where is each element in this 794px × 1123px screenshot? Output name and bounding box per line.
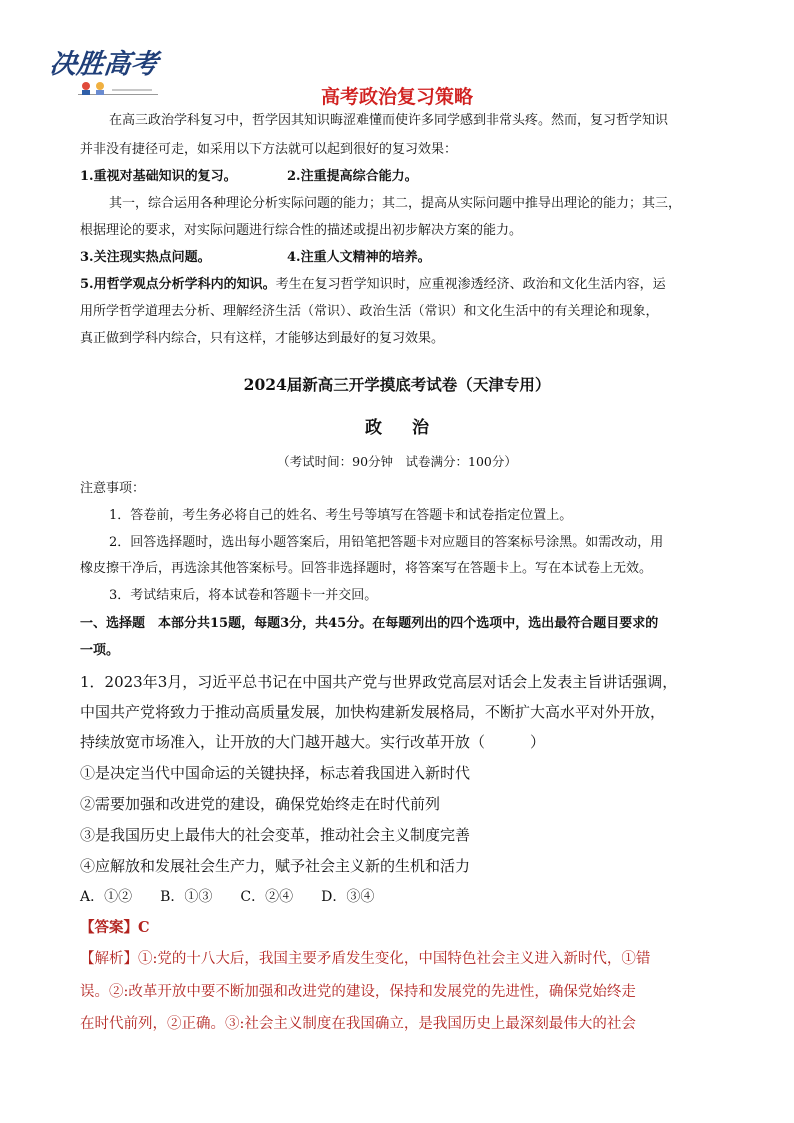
q1-option-3: ③是我国历史上最伟大的社会变革，推动社会主义制度完善 — [80, 826, 471, 844]
page-banner-title: 高考政治复习策略 — [320, 86, 473, 108]
tip-5-text: 考生在复习哲学知识时，应重视渗透经济、政治和文化生活内容，运 — [275, 277, 666, 292]
intro-para1-line1: 在高三政治学科复习中，哲学因其知识晦涩难懂而使许多同学感到非常头疼。然而，复习哲学知识 — [109, 113, 669, 128]
tip-1: 1.重视对基础知识的复习。 — [80, 169, 237, 184]
q1-option-4: ④应解放和发展社会生产力，赋予社会主义新的生机和活力 — [80, 857, 471, 875]
tip-3: 3.关注现实热点问题。 — [80, 250, 211, 265]
tip-5-line1 — [80, 277, 714, 293]
q1-answer: 【答案】C — [80, 919, 150, 936]
section-heading-line1: 一、选择题 本部分共15题，每题3分，共45分。在每题列出的四个选项中，选出最符合题目要求的 — [80, 616, 659, 631]
q1-choices: A．①② B．①③ C．②④ D．③④ — [80, 889, 375, 905]
tip-2: 2.注重提高综合能力。 — [287, 169, 418, 184]
q1-analysis-line2: 误。②:改革开放中要不断加强和改进党的建设，保持和发展党的先进性，确保党始终走 — [80, 984, 636, 1000]
q1-option-1: ①是决定当代中国命运的关键抉择，标志着我国进入新时代 — [80, 764, 471, 782]
exam-meta: （考试时间：90分钟 试卷满分：100分） — [277, 454, 517, 469]
section-heading-line2: 一项。 — [80, 643, 120, 658]
tip-4: 4.注重人文精神的培养。 — [287, 250, 431, 265]
notice-1: 1．答卷前，考生务必将自己的姓名、考生号等填写在答题卡和试卷指定位置上。 — [109, 508, 573, 523]
tip-5-heading: 5.用哲学观点分析学科内的知识。 — [80, 277, 276, 292]
exam-subject: 政治 — [365, 418, 459, 438]
notice-2-line2: 橡皮擦干净后，再选涂其他答案标号。回答非选择题时，将答案写在答题卡上。写在本试卷上无效。 — [80, 561, 653, 576]
q1-stem-line3: 持续放宽市场准入，让开放的大门越开越大。实行改革开放（ ） — [80, 733, 546, 751]
notice-2-line1: 2．回答选择题时，选出每小题答案后，用铅笔把答题卡对应题目的答案标号涂黑。如需改动，用 — [109, 535, 664, 550]
q1-analysis-line1: 【解析】①:党的十八大后，我国主要矛盾发生变化，中国特色社会主义进入新时代，①错 — [80, 951, 651, 967]
logo-text: 决胜高考 — [48, 49, 160, 80]
intro-para1-line2: 并非没有捷径可走，如采用以下方法就可以起到很好的复习效果： — [80, 142, 458, 157]
q1-stem-line2: 中国共产党将致力于推动高质量发展，加快构建新发展格局，不断扩大高水平对外开放， — [80, 703, 666, 721]
tip-5-line3: 真正做到学科内综合，只有这样，才能够达到最好的复习效果。 — [80, 331, 445, 346]
intro-para2-line2: 根据理论的要求，对实际问题进行综合性的描述或提出初步解决方案的能力。 — [80, 223, 523, 238]
q1-option-2: ②需要加强和改进党的建设，确保党始终走在时代前列 — [80, 795, 441, 813]
intro-para2-line1: 其一，综合运用各种理论分析实际问题的能力；其二，提高从实际问题中推导出理论的能力；其三， — [109, 196, 682, 211]
tip-5-line2: 用所学哲学道理去分析、理解经济生活（常识）、政治生活（常识）和文化生活中的有关理论和现象， — [80, 304, 659, 319]
notice-heading: 注意事项： — [80, 481, 146, 496]
q1-analysis-line3: 在时代前列，②正确。③:社会主义制度在我国确立，是我国历史上最深刻最伟大的社会 — [80, 1016, 636, 1032]
exam-title: 2024届新高三开学摸底考试卷（天津专用） — [243, 375, 551, 394]
q1-stem-line1: 1．2023年3月，习近平总书记在中国共产党与世界政党高层对话会上发表主旨讲话强调， — [80, 673, 678, 691]
notice-3: 3．考试结束后，将本试卷和答题卡一并交回。 — [109, 588, 378, 603]
